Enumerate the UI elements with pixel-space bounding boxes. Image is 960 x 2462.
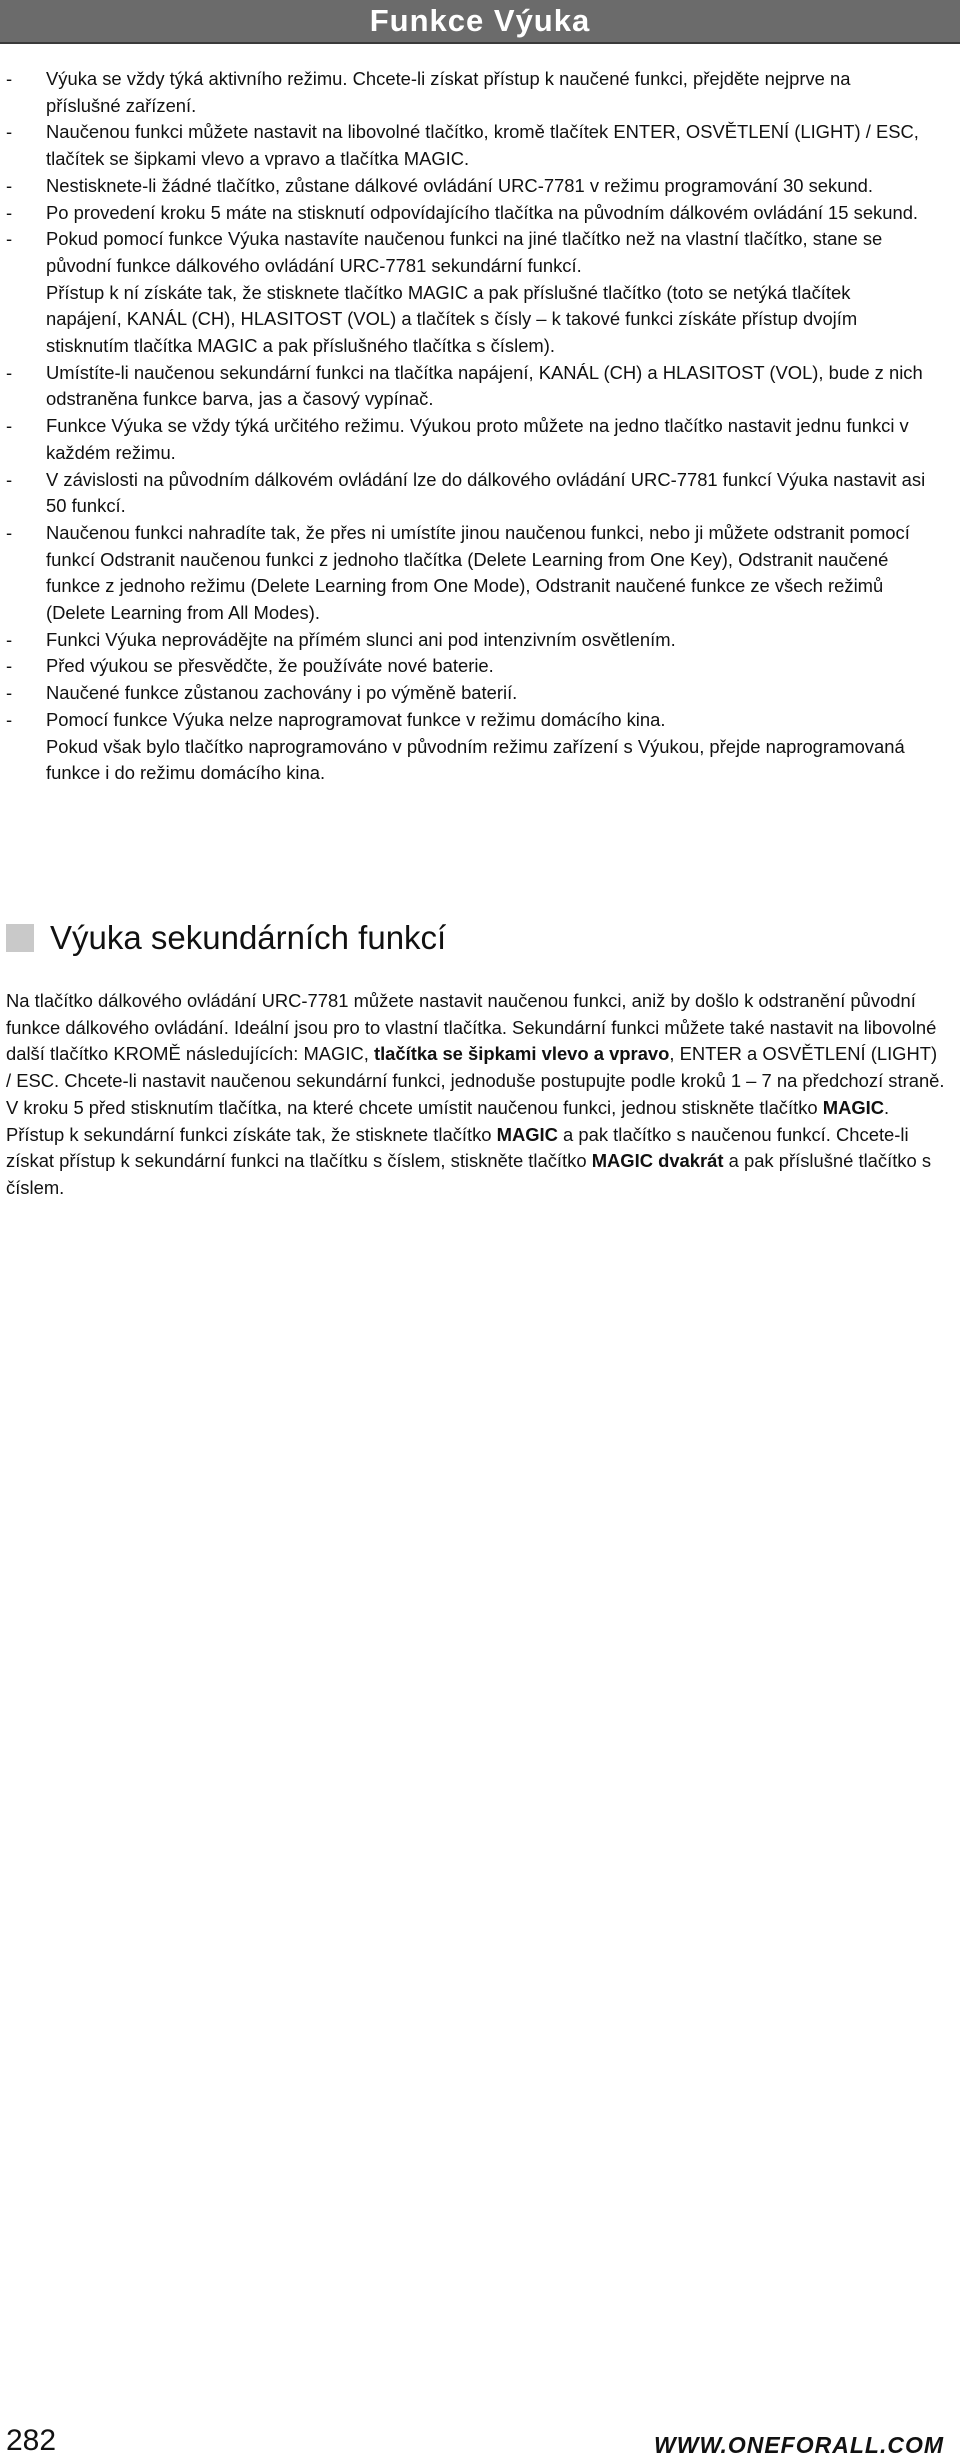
intro-text: . Přístup k sekundární funkci získáte tak, že stisknete tlačítko	[6, 1096, 890, 1145]
list-item	[0, 680, 930, 707]
list-item	[0, 413, 930, 466]
list-item	[0, 226, 930, 360]
intro-bold: tlačítka se šipkami vlevo a vpravo	[373, 1043, 670, 1065]
intro-bold: MAGIC dvakrát	[591, 1150, 724, 1172]
list-item-text: Naučenou funkci můžete nastavit na libovolné tlačítko, kromě tlačítek ENTER, OSVĚTLENÍ (LIGHT) / ESC, tlačítek se šipkami vlevo a vpravo a tlačítka MAGIC.	[46, 121, 919, 170]
bullet-dash: -	[6, 68, 13, 89]
bullet-dash: -	[6, 682, 13, 704]
section-title: Výuka sekundárních funkcí	[50, 919, 447, 956]
notes-list	[0, 66, 930, 787]
list-item-text: Umístíte-li naučenou sekundární funkci na tlačítka napájení, KANÁL (CH) a HLASITOST (VOL), bude z nich odstraněna funkce barva, jas a časový vypínač.	[46, 361, 923, 410]
bullet-dash: -	[6, 708, 13, 730]
list-item	[0, 707, 930, 787]
list-item-text: Pomocí funkce Výuka nelze naprogramovat funkce v režimu domácího kina.	[46, 708, 666, 730]
list-item-text: Před výukou se přesvědčte, že používáte nové baterie.	[46, 655, 494, 677]
list-item	[0, 173, 930, 200]
intro-paragraph	[6, 988, 946, 1202]
list-item-text: Funkce Výuka se vždy týká určitého režimu. Výukou proto můžete na jedno tlačítko nastavit jednu funkci v každém režimu.	[46, 415, 909, 463]
page-header	[0, 0, 960, 44]
list-item	[0, 653, 930, 680]
bullet-dash: -	[6, 468, 13, 490]
list-item-text: Funkci Výuka neprovádějte na přímém slunci ani pod intenzivním osvětlením.	[46, 628, 676, 650]
bullet-dash: -	[6, 228, 13, 250]
intro-text: a pak tlačítko s naučenou funkcí. Chcete-li získat přístup k sekundární funkci na tlačítku s číslem, stiskněte tlačítko	[6, 1123, 909, 1172]
bullet-dash: -	[6, 121, 13, 143]
list-item-text: Pokud pomocí funkce Výuka nastavíte naučenou funkci na jiné tlačítko než na vlastní tlačítko, stane se původní funkce dálkového ovládání URC-7781 sekundární funkcí.	[46, 228, 883, 276]
section-heading	[6, 918, 446, 958]
list-item-text: V závislosti na původním dálkovém ovládání lze do dálkového ovládání URC-7781 funkcí Výuka nastavit asi 50 funkcí.	[46, 468, 926, 517]
bullet-dash: -	[6, 628, 13, 650]
list-item	[0, 360, 930, 413]
bullet-dash: -	[6, 201, 13, 223]
intro-bold: MAGIC	[496, 1123, 558, 1145]
bullet-dash: -	[6, 521, 13, 543]
bullet-dash: -	[6, 655, 13, 677]
list-item-text: Naučené funkce zůstanou zachovány i po výměně baterií.	[46, 682, 518, 704]
list-item	[0, 627, 930, 654]
list-item	[0, 520, 930, 627]
list-item-text: Po provedení kroku 5 máte na stisknutí odpovídajícího tlačítka na původním dálkovém ovládání 15 sekund.	[46, 201, 919, 223]
list-item-continuation: Přístup k ní získáte tak, že stisknete tlačítko MAGIC a pak příslušné tlačítko (toto se netýká tlačítek napájení, KANÁL (CH), HLASITOST (VOL) a tlačítek s čísly – k takové funkci získáte přístup dvojím stisknutím tlačítka MAGIC a pak příslušného tlačítka s číslem).	[46, 281, 858, 357]
page-number: 282	[6, 2424, 57, 2457]
list-item	[0, 119, 930, 172]
section-square-icon	[6, 924, 34, 952]
intro-text: Na tlačítko dálkového ovládání URC-7781 můžete nastavit naučenou funkci, aniž by došlo k odstranění původní funkce dálkového ovládání. Ideální jsou pro to vlastní tlačítka. Sekundární funkci můžete také nastavit na libovolné další tlačítko KROMĚ následujících: MAGIC,	[6, 990, 937, 1065]
list-item-text: Nestisknete-li žádné tlačítko, zůstane dálkové ovládání URC-7781 v režimu programování 30 sekund.	[46, 174, 873, 196]
list-item	[0, 66, 930, 119]
bullet-dash: -	[6, 415, 13, 437]
footer-url: WWW.ONEFORALL.COM	[654, 2432, 944, 2458]
list-item-continuation: Pokud však bylo tlačítko naprogramováno v původním režimu zařízení s Výukou, přejde naprogramovaná funkce i do režimu domácího kina.	[46, 735, 905, 784]
list-item-text: Výuka se vždy týká aktivního režimu. Chcete-li získat přístup k naučené funkci, přejděte nejprve na příslušné zařízení.	[46, 68, 851, 116]
page-title: Funkce Výuka	[369, 3, 591, 38]
bullet-dash: -	[6, 361, 13, 383]
intro-text: a pak příslušné tlačítko s číslem.	[6, 1150, 932, 1198]
intro-text: , ENTER a OSVĚTLENÍ (LIGHT) / ESC. Chcete-li nastavit naučenou sekundární funkci, jednoduše postupujte podle kroků 1 – 7 na předchozí straně. V kroku 5 před stisknutím tlačítka, na které chcete umístit naučenou funkci, jednou stiskněte tlačítko	[6, 1043, 945, 1118]
list-item	[0, 200, 930, 227]
bullet-dash: -	[6, 174, 13, 196]
list-item-text: Naučenou funkci nahradíte tak, že přes ni umístíte jinou naučenou funkci, nebo ji můžete odstranit pomocí funkcí Odstranit naučenou funkci z jednoho tlačítka (Delete Learning from One Key), Odstranit naučené funkce z jednoho režimu (Delete Learning from One Mode), Odstranit naučené funkce ze všech režimů (Delete Learning from All Modes).	[46, 521, 910, 624]
list-item	[0, 467, 930, 520]
intro-bold: MAGIC	[822, 1096, 885, 1118]
